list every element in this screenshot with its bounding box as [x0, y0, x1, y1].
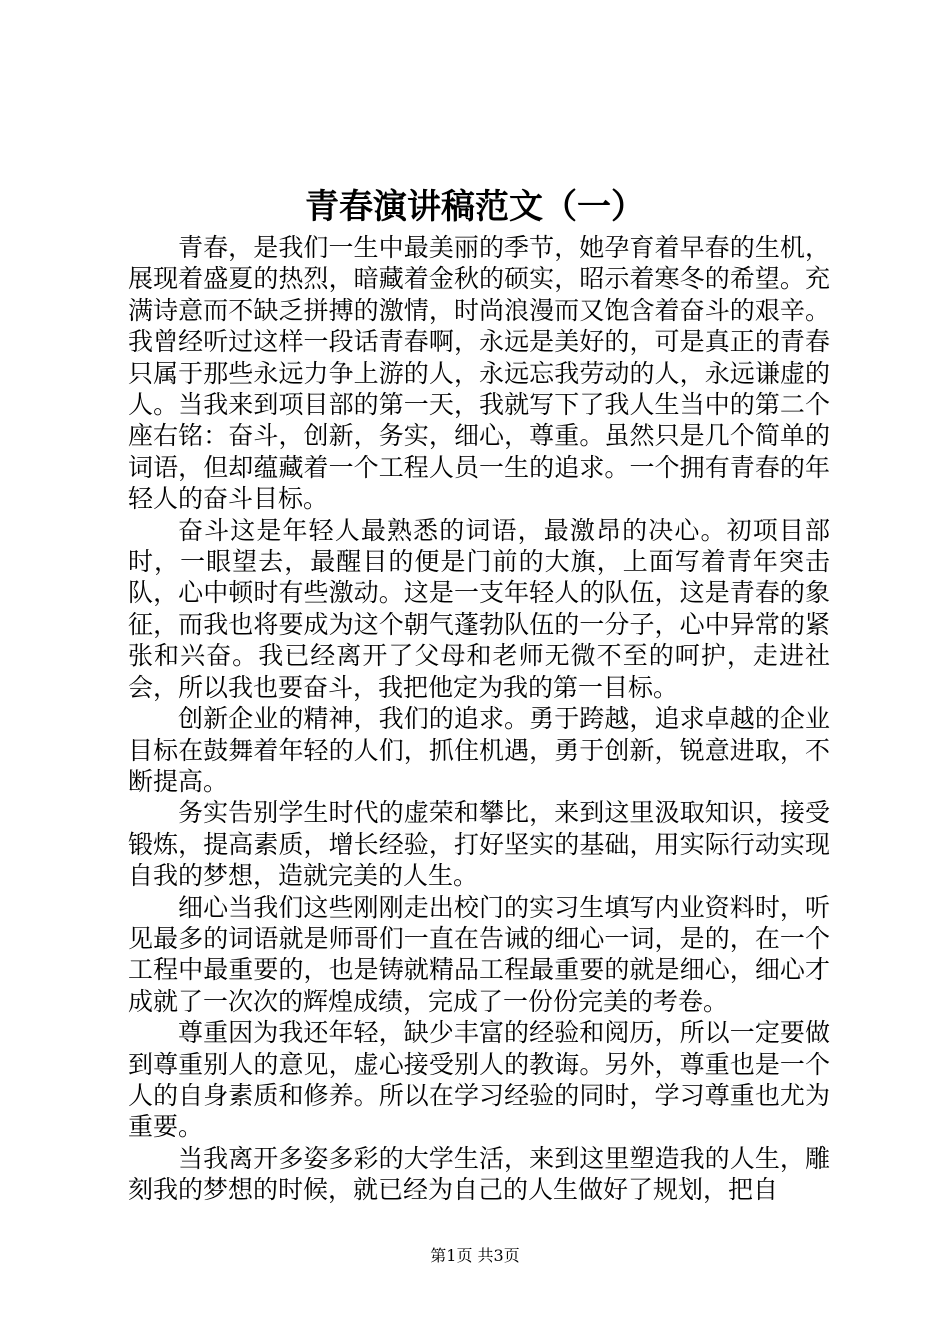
paragraph: 细心当我们这些刚刚走出校门的实习生填写内业资料时，听见最多的词语就是师哥们一直在告诫的细心一词，是的，在一个工程中最重要的，也是铸就精品工程最重要的就是细心，细心才成就了一次次的辉煌成绩，完成了一份份完美的考卷。 [128, 892, 830, 1016]
paragraph: 奋斗这是年轻人最熟悉的词语，最激昂的决心。初项目部时，一眼望去，最醒目的便是门前的大旗，上面写着青年突击队，心中顿时有些激动。这是一支年轻人的队伍，这是青春的象征，而我也将要成为这个朝气蓬勃队伍的一分子，心中异常的紧张和兴奋。我已经离开了父母和老师无微不至的呵护，走进社会，所以我也要奋斗，我把他定为我的第一目标。 [128, 515, 830, 702]
document-body [128, 232, 830, 1206]
page-footer: 第1页 共3页 [430, 1246, 520, 1265]
document-title: 青春演讲稿范文（一） [305, 187, 645, 227]
paragraph: 尊重因为我还年轻，缺少丰富的经验和阅历，所以一定要做到尊重别人的意见，虚心接受别人的教诲。另外，尊重也是一个人的自身素质和修养。所以在学习经验的同时，学习尊重也尤为重要。 [128, 1018, 830, 1142]
paragraph: 当我离开多姿多彩的大学生活，来到这里塑造我的人生，雕刻我的梦想的时候，就已经为自己的人生做好了规划，把自 [128, 1143, 830, 1205]
paragraph: 青春，是我们一生中最美丽的季节，她孕育着早春的生机，展现着盛夏的热烈，暗藏着金秋的硕实，昭示着寒冬的希望。充满诗意而不缺乏拼搏的激情，时尚浪漫而又饱含着奋斗的艰辛。我曾经听过这样一段话青春啊，永远是美好的，可是真正的青春只属于那些永远力争上游的人，永远忘我劳动的人，永远谦虚的人。当我来到项目部的第一天，我就写下了我人生当中的第二个座右铭：奋斗，创新，务实，细心，尊重。虽然只是几个简单的词语，但却蕴藏着一个工程人员一生的追求。一个拥有青春的年轻人的奋斗目标。 [128, 233, 830, 514]
paragraph: 创新企业的精神，我们的追求。勇于跨越，追求卓越的企业目标在鼓舞着年轻的人们，抓住机遇，勇于创新，锐意进取，不断提高。 [128, 704, 830, 796]
paragraph: 务实告别学生时代的虚荣和攀比，来到这里汲取知识，接受锻炼，提高素质，增长经验，打好坚实的基础，用实际行动实现自我的梦想，造就完美的人生。 [128, 798, 830, 891]
